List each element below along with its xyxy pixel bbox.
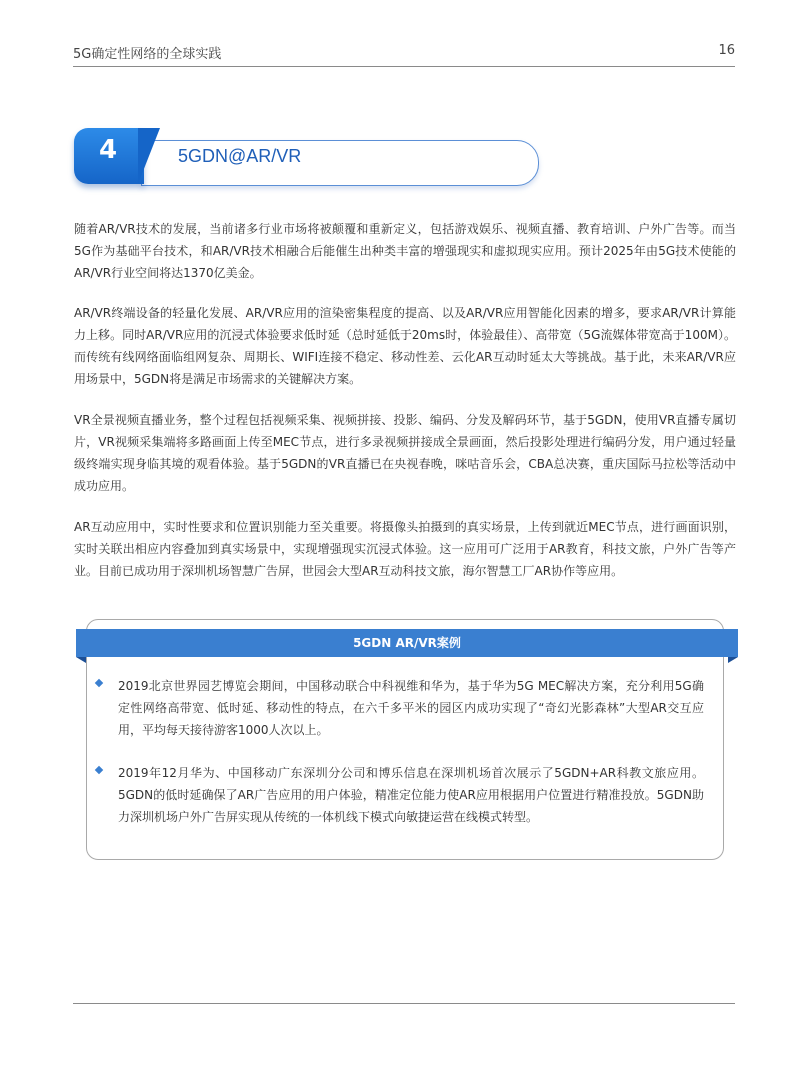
- section-number: 4: [98, 135, 118, 165]
- banner-fold-left: [76, 657, 86, 663]
- footer-divider: [73, 1003, 735, 1004]
- page-number: 16: [718, 43, 735, 58]
- body-paragraph-2: AR/VR终端设备的轻量化发展、AR/VR应用的渲染密集程度的提高、以及AR/VR应用智能化因素的增多，要求AR/VR计算能力上移。同时AR/VR应用的沉浸式体验要求低时延（总时延低于20ms时，体验最佳）、高带宽（5G流媒体带宽高于100M）。而传统有线网络面临组网复杂、周期长、WIFI连接不稳定、移动性差、云化AR互动时延太大等挑战。基于此，未来AR/VR应用场景中，5GDN将是满足市场需求的关键解决方案。: [74, 306, 736, 386]
- case-item-1: 2019北京世界园艺博览会期间，中国移动联合中科视维和华为，基于华为5G MEC解决方案，充分利用5G确定性网络高带宽、低时延、移动性的特点，在六千多平米的园区内成功实现了“奇幻光影森林”大型AR交互应用，平均每天接待游客1000人次以上。: [118, 679, 704, 737]
- document-title: 5G确定性网络的全球实践: [73, 47, 222, 62]
- header-divider: [73, 66, 735, 67]
- case-item-2: 2019年12月华为、中国移动广东深圳分公司和博乐信息在深圳机场首次展示了5GDN+AR科教文旅应用。5GDN的低时延确保了AR广告应用的用户体验，精准定位能力使AR应用根据用户位置进行精准投放。5GDN助力深圳机场户外广告屏实现从传统的一体机线下模式向敏捷运营在线模式转型。: [118, 766, 704, 824]
- banner-fold-right: [728, 657, 738, 663]
- section-title: 5GDN@AR/VR: [178, 146, 302, 166]
- body-paragraph-3: VR全景视频直播业务，整个过程包括视频采集、视频拼接、投影、编码、分发及解码环节，基于5GDN，使用VR直播专属切片，VR视频采集端将多路画面上传至MEC节点，进行多录视频拼接成全景画面，然后投影处理进行编码分发，用户通过轻量级终端实现身临其境的观看体验。基于5GDN的VR直播已在央视春晚，咪咕音乐会，CBA总决赛，重庆国际马拉松等活动中成功应用。: [74, 413, 736, 493]
- body-paragraph-4: AR互动应用中，实时性要求和位置识别能力至关重要。将摄像头拍摄到的真实场景，上传到就近MEC节点，进行画面识别，实时关联出相应内容叠加到真实场景中，实现增强现实沉浸式体验。这一应用可广泛用于AR教育，科技文旅，户外广告等产业。目前已成功用于深圳机场智慧广告屏，世园会大型AR互动科技文旅，海尔智慧工厂AR协作等应用。: [74, 520, 736, 578]
- body-paragraph-1: 随着AR/VR技术的发展，当前诸多行业市场将被颠覆和重新定义，包括游戏娱乐、视频直播、教育培训、户外广告等。而当5G作为基础平台技术，和AR/VR技术相融合后能催生出种类丰富的增强现实和虚拟现实应用。预计2025年由5G技术使能的AR/VR行业空间将达1370亿美金。: [74, 222, 736, 280]
- section-heading: [74, 128, 540, 190]
- case-study-title: 5GDN AR/VR案例: [76, 629, 738, 657]
